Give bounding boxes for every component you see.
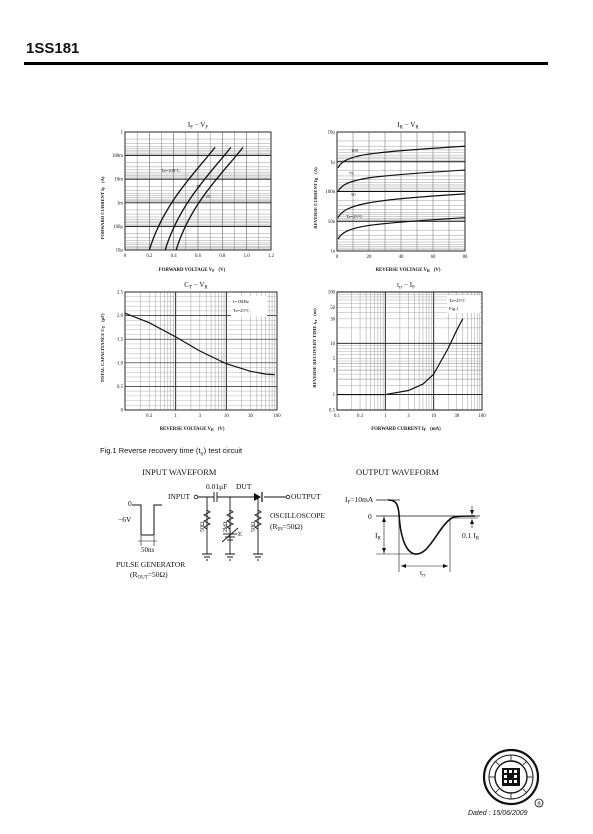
scope-impedance: $(R_{IN}=50\Omega)$ [270, 522, 303, 533]
x-tick-label: 100 [478, 414, 486, 419]
x-tick-label: 3 [198, 414, 202, 419]
condition-fig: Fig.1 [449, 306, 459, 311]
y-tick-label: 10 [330, 341, 335, 347]
x-tick-label: 0 [335, 255, 339, 260]
fig1-caption: Fig.1 Reverse recovery time $(t_{rr})$ test circuit [100, 446, 243, 458]
chart-ct-vr [92, 278, 284, 436]
x-tick-label: 1 [384, 414, 387, 419]
x-tick-label: 1.2 [268, 254, 274, 259]
condition-ta: Ta=25°C [449, 298, 466, 303]
y-tick-label: 100n [325, 190, 335, 195]
e-label: E [238, 531, 242, 538]
y-tick-label: 3 [332, 368, 335, 374]
condition-ta: Ta=25°C [233, 308, 250, 313]
curve-label-75: 75 [349, 171, 354, 176]
y-tick-label: 1 [120, 130, 123, 136]
dut-label: DUT [236, 482, 252, 491]
input-zero-label: 0 [128, 499, 132, 508]
y-axis-label: FORWARD CURRENT $I_F(A)$ [100, 176, 106, 240]
chart-if-vf [92, 118, 284, 274]
output-node-label: OUTPUT [291, 492, 321, 501]
y-tick-label: 1n [330, 249, 335, 255]
capacitor-label: 0.01μF [206, 482, 228, 491]
curve-label-ta100: Ta=100°C [161, 168, 180, 173]
curve-label-100: 100 [351, 148, 358, 153]
pulse-generator-impedance: $(R_{OUT}=50\Omega)$ [130, 570, 168, 581]
x-tick-label: 3 [407, 414, 410, 419]
y-tick-label: 1 [332, 393, 335, 399]
x-tick-label: 40 [398, 255, 404, 260]
y-tick-label: 100 [327, 290, 335, 296]
fig1-test-circuit [110, 462, 500, 587]
point1-ir-label: 0.1 $I_R$ [462, 531, 480, 542]
curve-label-ta25: Ta=25°C [346, 214, 363, 219]
chart-title: $I_R - V_R$ [397, 121, 419, 131]
y-tick-label: 10μ [327, 130, 335, 136]
y-tick-label: 100μ [113, 224, 123, 230]
chart-title: $t_{rr} - I_F$ [397, 281, 415, 291]
chart-title: $C_T - V_R$ [184, 281, 208, 291]
y-tick-label: 1.5 [117, 337, 123, 343]
x-tick-label: 30 [248, 414, 253, 419]
x-tick-label: 80 [462, 255, 468, 260]
y-tick-label: 2.0 [117, 314, 123, 320]
output-zero-label: 0 [368, 512, 372, 521]
x-tick-label: 0.1 [334, 414, 340, 419]
pulse-width-label: 50ns [141, 546, 155, 554]
x-tick-label: 0.2 [146, 254, 153, 259]
x-tick-label: 10 [223, 414, 229, 419]
y-tick-label: 50 [330, 305, 335, 311]
y-tick-label: 10m [114, 177, 123, 183]
y-tick-label: 100m [112, 154, 123, 160]
input-neg6v-label: −6V [118, 515, 132, 524]
output-terminal-icon [286, 495, 290, 499]
x-tick-label: 0.6 [195, 254, 201, 259]
scope-label: OSCILLOSCOPE [270, 511, 326, 520]
dated-footer: Dated : 15/06/2009 [468, 810, 528, 817]
input-terminal-icon [194, 495, 198, 499]
x-tick-label: 0 [123, 254, 127, 259]
header-rule [24, 62, 548, 65]
chart-trr-if [306, 278, 498, 436]
y-tick-label: 0.5 [117, 384, 123, 390]
y-tick-label: 5 [332, 357, 335, 363]
if-label: $I_F=10mA$ [345, 495, 374, 506]
y-axis-label: TOTAL CAPACITANCE $C_T(pF)$ [100, 313, 106, 383]
x-axis-label: REVERSE VOLTAGE $V_R$ (V) [159, 427, 225, 432]
x-tick-label: 60 [430, 255, 436, 260]
output-waveform-title: OUTPUT WAVEFORM [356, 467, 439, 477]
pulse-generator-label: PULSE GENERATOR [116, 560, 186, 569]
series-curve [338, 170, 465, 191]
x-axis-label: FORWARD CURRENT $I_F$ (mA) [371, 427, 441, 432]
chart-title: $I_F - V_F$ [187, 121, 209, 131]
condition-freq: f=1MHz [233, 299, 249, 304]
x-tick-label: 0.8 [219, 254, 226, 259]
y-tick-label: 10n [327, 219, 335, 225]
curve-label-neg25: −25 [203, 194, 211, 199]
y-tick-label: 1m [116, 201, 123, 207]
x-tick-label: 0.4 [170, 254, 177, 259]
curve-label-50: 50 [351, 192, 356, 197]
x-tick-label: 0.3 [146, 414, 153, 419]
x-axis-label: FORWARD VOLTAGE $V_F$ (V) [158, 268, 226, 273]
x-tick-label: 30 [454, 414, 460, 419]
x-tick-label: 1 [174, 414, 177, 419]
resistor-r1-label: 50Ω [200, 521, 206, 532]
input-node-label: INPUT [168, 492, 191, 501]
y-tick-label: 1.0 [117, 361, 123, 367]
x-tick-label: 100 [273, 414, 281, 419]
x-tick-label: 10 [431, 414, 437, 419]
part-number: 1SS181 [26, 40, 80, 57]
x-tick-label: 0.3 [357, 414, 364, 419]
chart-ir-vr [306, 118, 486, 274]
trr-label: $t_{rr}$ [420, 568, 426, 579]
y-tick-label: 0 [120, 408, 123, 414]
resistor-r2-label: 2kΩ [223, 521, 229, 532]
company-seal-logo [481, 747, 549, 811]
x-tick-label: 1.0 [243, 254, 250, 259]
registered-mark: ® [536, 801, 542, 808]
curve-label-75: 75 [196, 184, 201, 189]
y-axis-label: REVERSE CURRENT $I_R(A)$ [313, 167, 319, 229]
y-tick-label: 10μ [115, 248, 123, 254]
y-tick-label: 30 [330, 317, 335, 323]
x-tick-label: 20 [366, 255, 372, 260]
input-waveform-title: INPUT WAVEFORM [142, 467, 217, 477]
x-axis-label: REVERSE VOLTAGE $V_R$ (V) [375, 268, 441, 273]
y-tick-label: 1μ [330, 160, 335, 166]
ir-label: $I_R$ [375, 531, 381, 542]
y-axis-label: REVERSE RECOVERY TIME $t_{rr}(ns)$ [312, 308, 318, 388]
y-tick-label: 2.5 [117, 290, 123, 296]
y-tick-label: 0.5 [329, 408, 335, 414]
resistor-r3-label: 50Ω [251, 521, 257, 532]
input-waveform [132, 505, 162, 546]
